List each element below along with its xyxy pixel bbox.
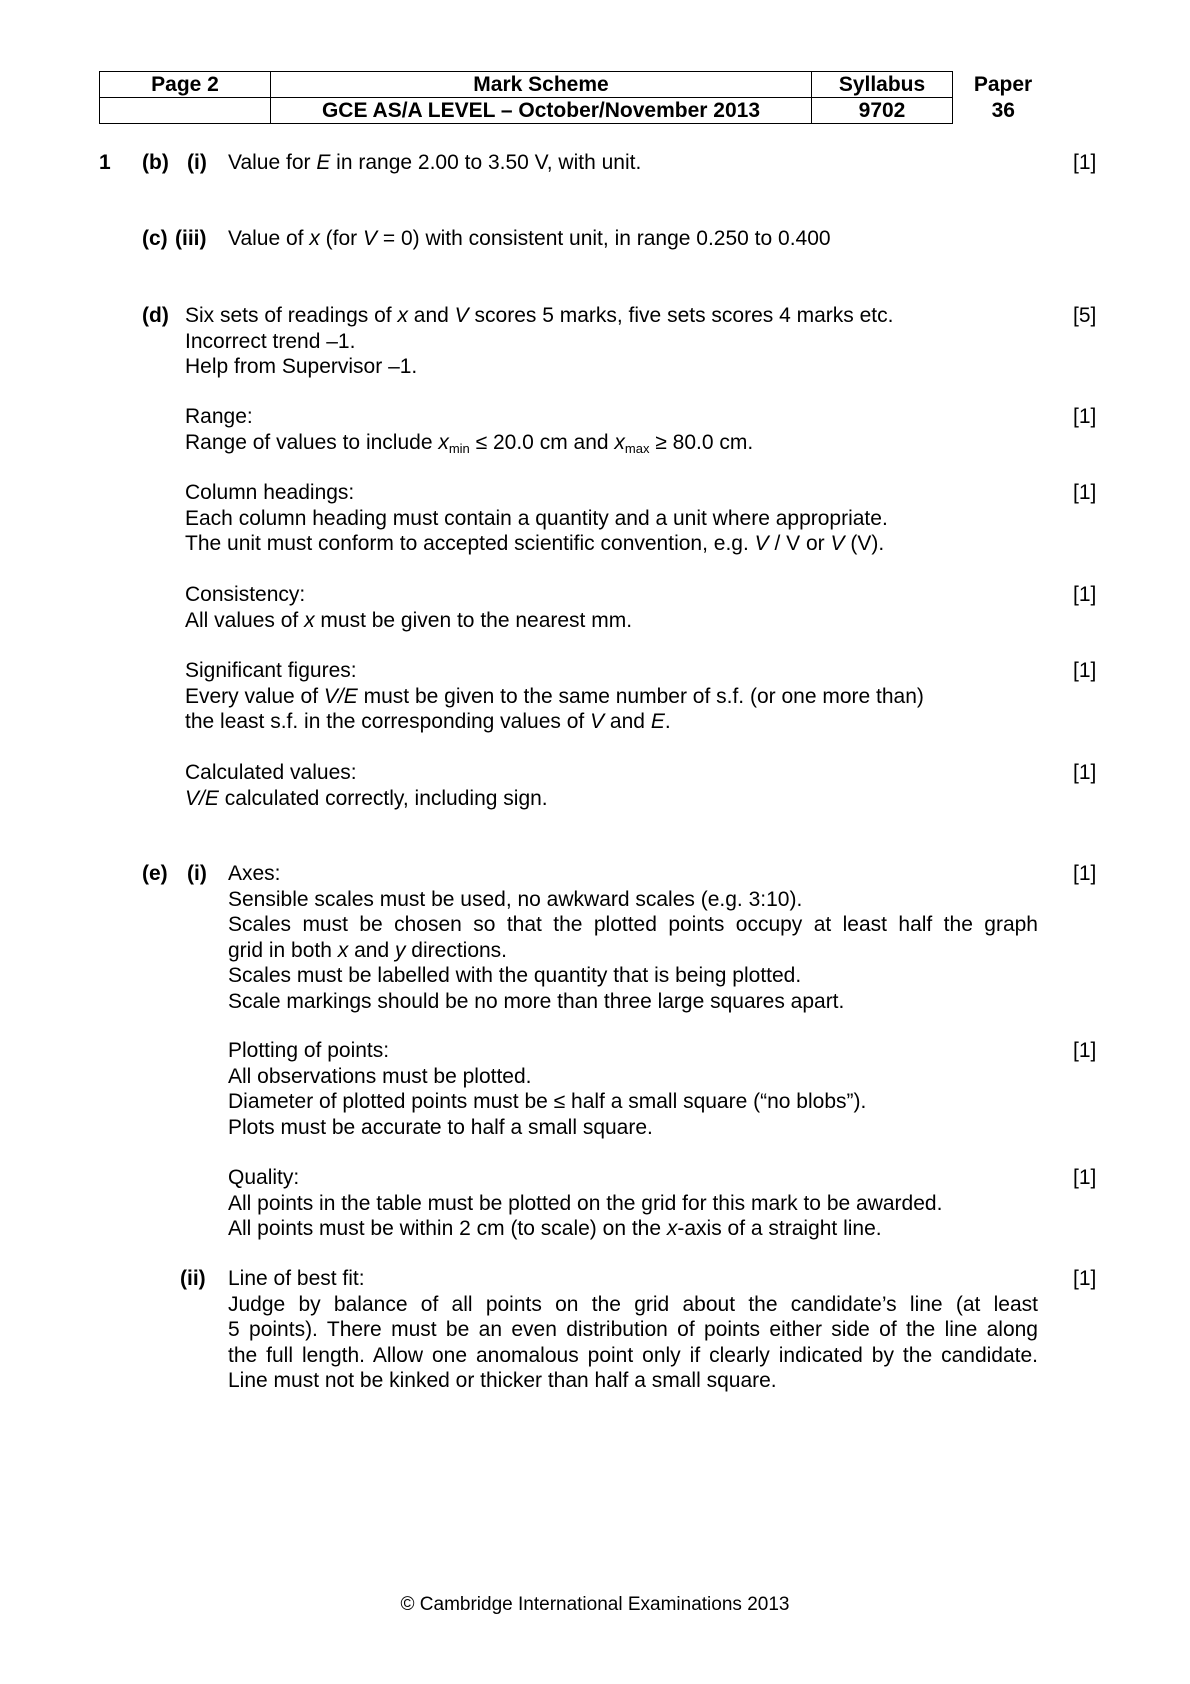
header-table xyxy=(99,71,1054,124)
header-exam: GCE AS/A LEVEL – October/November 2013 xyxy=(271,98,812,124)
header-syllabus-code: 9702 xyxy=(812,98,953,124)
axes-criterion: Axes: Sensible scales must be used, no awkward scales (e.g. 3:10). Scales must be chosen so that the plotted points occupy at least half the graph grid in both x and y directions. Scales must be labelled with the quantity that is being plotted. Scale markings should be no more than three large squares apart. xyxy=(228,862,1038,1013)
part-c-text: Value of x (for V = 0) with consistent unit, in range 0.250 to 0.400 xyxy=(228,227,831,250)
sig-figs-criterion: Significant figures: Every value of V/E must be given to the same number of s.f. (or one more than) the least s.f. in the corresponding values of V and E. xyxy=(185,659,924,733)
question-number: 1 xyxy=(99,151,111,174)
part-d-readings: Six sets of readings of x and V scores 5 marks, five sets scores 4 marks etc. Incorrect trend –1. Help from Supervisor –1. xyxy=(185,304,894,378)
part-b-label: (b) xyxy=(142,151,169,174)
part-c-iii-label: (iii) xyxy=(175,227,207,250)
sig-figs-mark: [1] xyxy=(1073,659,1097,682)
part-e-i-label: (i) xyxy=(187,862,207,885)
part-d-label: (d) xyxy=(142,304,169,327)
quality-mark: [1] xyxy=(1073,1166,1097,1189)
column-headings-mark: [1] xyxy=(1073,481,1097,504)
plotting-criterion: Plotting of points: All observations must be plotted. Diameter of plotted points must be ≤ half a small square (“no blobs”). Plots must be accurate to half a small square. xyxy=(228,1039,867,1139)
part-d-mark: [5] xyxy=(1073,304,1097,327)
header-paper-label: Paper xyxy=(973,73,1033,96)
header-paper-number: 36 xyxy=(991,99,1015,122)
part-b-text: Value for E in range 2.00 to 3.50 V, with unit. xyxy=(228,151,642,174)
header-page: Page 2 xyxy=(100,72,271,98)
range-mark: [1] xyxy=(1073,405,1097,428)
calculated-values-criterion: Calculated values: V/E calculated correctly, including sign. xyxy=(185,761,548,810)
header-syllabus-label: Syllabus xyxy=(812,72,953,98)
header-empty-cell xyxy=(100,98,271,124)
line-of-best-fit-criterion: Line of best fit: Judge by balance of all points on the grid about the candidate’s line (at least 5 points). There must be an even distribution of points either side of the line along the full length. Allow one anomalous point only if clearly indicated by the candidate. Line must not be kinked or thicker than half a small square. xyxy=(228,1267,1038,1392)
part-e-label: (e) xyxy=(142,862,168,885)
calculated-values-mark: [1] xyxy=(1073,761,1097,784)
range-criterion: Range: Range of values to include $x_{min} \le 20.0$ cm and $x_{max} \ge 80.0$ cm. xyxy=(185,405,754,456)
consistency-mark: [1] xyxy=(1073,583,1097,606)
plotting-mark: [1] xyxy=(1073,1039,1097,1062)
column-headings-criterion: Column headings: Each column heading must contain a quantity and a unit where appropriate. The unit must conform to accepted scientific convention, e.g. V / V or V (V). xyxy=(185,481,888,555)
consistency-criterion: Consistency: All values of x must be given to the nearest mm. xyxy=(185,583,633,632)
footer-copyright: © Cambridge International Examinations 2013 xyxy=(400,1594,790,1615)
line-of-best-fit-mark: [1] xyxy=(1073,1267,1097,1290)
quality-criterion: Quality: All points in the table must be plotted on the grid for this mark to be awarded. All points must be within 2 cm (to scale) on the x-axis of a straight line. xyxy=(228,1166,943,1240)
part-b-mark: [1] xyxy=(1073,151,1097,174)
axes-mark: [1] xyxy=(1073,862,1097,885)
part-c-label: (c) xyxy=(142,227,168,250)
header-mark-scheme: Mark Scheme xyxy=(271,72,812,98)
part-e-ii-label: (ii) xyxy=(180,1267,206,1290)
part-b-i-label: (i) xyxy=(187,151,207,174)
